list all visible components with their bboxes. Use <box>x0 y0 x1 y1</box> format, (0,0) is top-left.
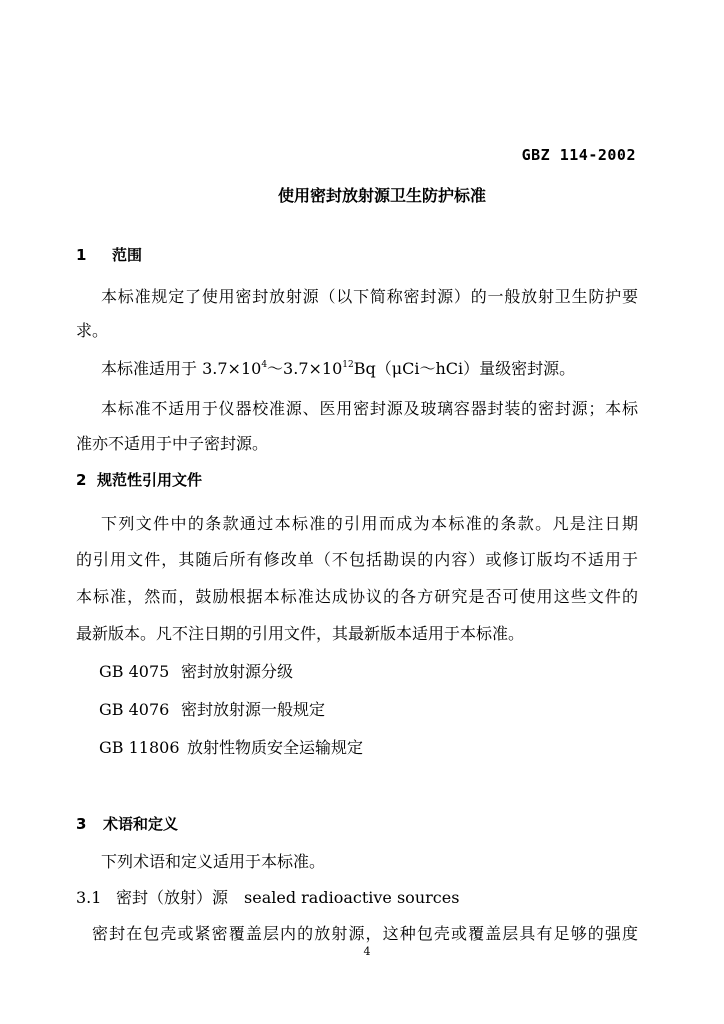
text-run: Bq（μCi～hCi）量级密封源。 <box>353 359 576 378</box>
section-1-heading <box>76 244 142 265</box>
reference-code: GB 11806 <box>99 738 180 757</box>
section-title: 规范性引用文件 <box>97 471 203 489</box>
section-number: 3 <box>76 815 87 833</box>
reference-title: 密封放射源一般规定 <box>181 700 326 719</box>
reference-title: 放射性物质安全运输规定 <box>187 738 364 757</box>
reference-item <box>99 735 363 758</box>
term-english: sealed radioactive sources <box>244 888 460 907</box>
paragraph-line: 准亦不适用于中子密封源。 <box>76 434 269 453</box>
term-entry <box>76 885 459 908</box>
term-number: 3.1 <box>76 888 102 907</box>
reference-item <box>99 659 293 682</box>
paragraph-line: 下列术语和定义适用于本标准。 <box>101 852 326 871</box>
section-2-heading <box>76 469 202 490</box>
paragraph-line: 本标准规定了使用密封放射源（以下简称密封源）的一般放射卫生防护要 <box>101 287 638 306</box>
standard-number: GBZ 114-2002 <box>521 146 636 164</box>
term-chinese: 密封（放射）源 <box>116 888 229 907</box>
paragraph-line: 最新版本。凡不注日期的引用文件，其最新版本适用于本标准。 <box>76 624 525 643</box>
reference-item <box>99 697 325 720</box>
text-run: ～3.7×10 <box>267 359 343 378</box>
paragraph-line: 本标准，然而，鼓励根据本标准达成协议的各方研究是否可使用这些文件的 <box>76 587 638 606</box>
section-number: 2 <box>76 471 87 489</box>
text-run: 本标准适用于 3.7×10 <box>101 359 262 378</box>
paragraph-line: 求。 <box>76 321 109 340</box>
section-title: 范围 <box>112 246 143 264</box>
paragraph-activity-range <box>101 356 575 379</box>
page-number: 4 <box>363 945 371 958</box>
reference-title: 密封放射源分级 <box>181 662 294 681</box>
section-3-heading <box>76 813 178 834</box>
reference-code: GB 4076 <box>99 700 170 719</box>
paragraph-line: 密封在包壳或紧密覆盖层内的放射源，这种包壳或覆盖层具有足够的强度 <box>92 924 638 943</box>
paragraph-line: 下列文件中的条款通过本标准的引用而成为本标准的条款。凡是注日期 <box>101 514 638 533</box>
paragraph-line: 本标准不适用于仪器校准源、医用密封源及玻璃容器封装的密封源；本标 <box>101 399 638 418</box>
reference-code: GB 4075 <box>99 662 170 681</box>
paragraph-line: 的引用文件，其随后所有修改单（不包括勘误的内容）或修订版均不适用于 <box>76 550 638 569</box>
document-title: 使用密封放射源卫生防护标准 <box>277 186 486 205</box>
section-number: 1 <box>76 246 87 264</box>
superscript: 12 <box>342 360 354 370</box>
section-title: 术语和定义 <box>103 815 179 833</box>
superscript: 4 <box>261 360 268 370</box>
